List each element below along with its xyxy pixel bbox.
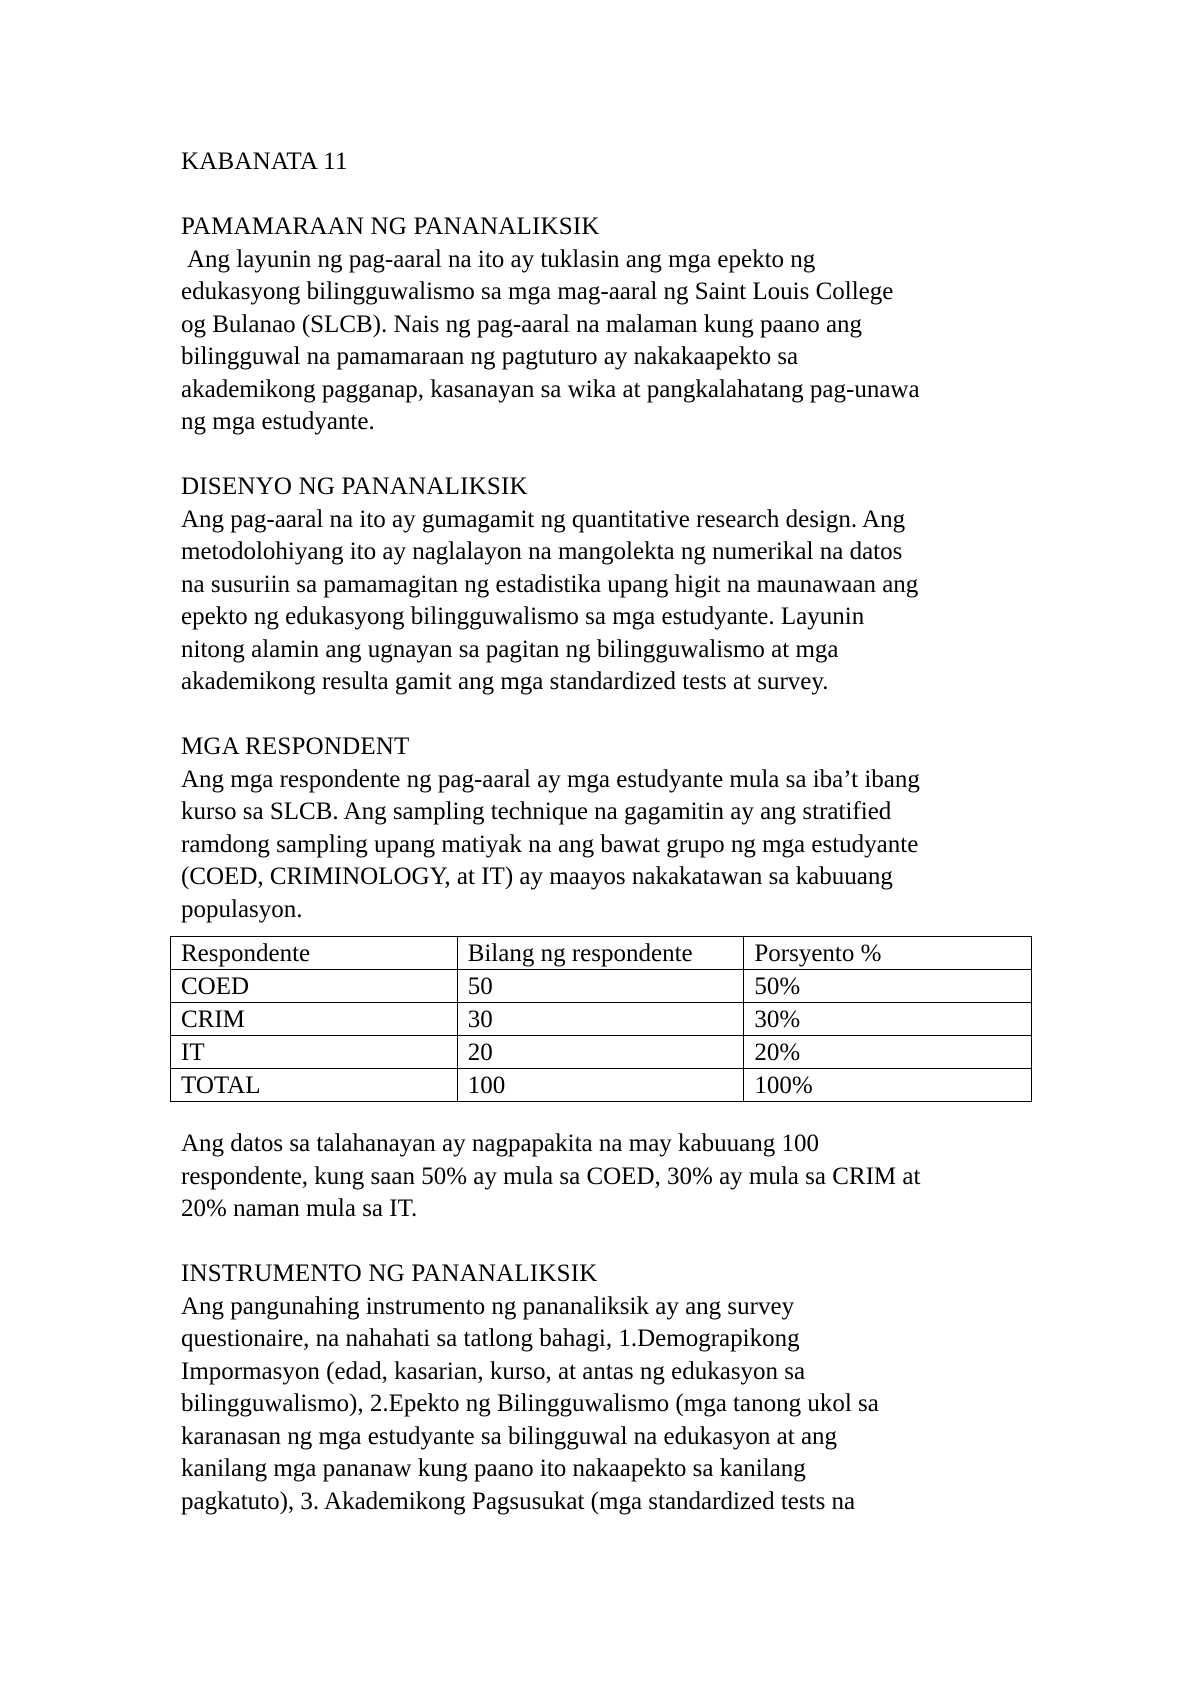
table-cell: 30% [744, 1003, 1032, 1036]
text-line: Ang layunin ng pag-aaral na ito ay tuklasin ang mga epekto ng [187, 245, 816, 273]
text-line: (COED, CRIMINOLOGY, at IT) ay maayos nakakatawan sa kabuuang [181, 863, 893, 890]
table-cell: COED [171, 970, 458, 1003]
spacer [181, 179, 1041, 212]
text-line: respondente, kung saan 50% ay mula sa COED, 30% ay mula sa CRIM at [181, 1162, 921, 1190]
table-row [171, 970, 1032, 1003]
spacer [181, 439, 1041, 472]
text-line: ramdong sampling upang matiyak na ang bawat grupo ng mga estudyante [181, 830, 919, 858]
text-line: Ang mga respondente ng pag-aaral ay mga estudyante mula sa iba’t ibang [181, 765, 920, 793]
table-row [171, 1036, 1032, 1069]
table-cell: 30 [457, 1003, 744, 1036]
section-heading-respondent: MGA RESPONDENT [181, 733, 410, 760]
text-line: og Bulanao (SLCB). Nais ng pag-aaral na malaman kung paano ang [181, 310, 863, 338]
chapter-title: KABANATA 11 [181, 148, 348, 175]
text-line: populasyon. [181, 895, 303, 923]
table-cell: 50 [457, 970, 744, 1003]
text-line: 20% naman mula sa IT. [181, 1195, 418, 1222]
spacer [181, 699, 1041, 732]
table-cell: 50% [744, 970, 1032, 1003]
table-cell: IT [171, 1036, 458, 1069]
table-cell: 100% [744, 1069, 1032, 1102]
table-row [171, 1003, 1032, 1036]
text-line: metodolohiyang ito ay naglalayon na mangolekta ng numerikal na datos [181, 538, 903, 565]
respondent-table [170, 936, 1032, 1102]
text-line: ng mga estudyante. [181, 408, 375, 435]
spacer [181, 1114, 1041, 1128]
table-cell: CRIM [171, 1003, 458, 1036]
table-header-row [171, 937, 1032, 970]
paragraph-respondent [181, 764, 1041, 927]
text-line: edukasyong bilingguwalismo sa mga mag-aaral ng Saint Louis College [181, 278, 894, 305]
text-line: nitong alamin ang ugnayan sa pagitan ng bilingguwalismo at mga [181, 635, 839, 663]
section-heading-disenyo: DISENYO NG PANANALIKSIK [181, 473, 528, 500]
text-line: Ang pangunahing instrumento ng pananaliksik ay ang survey [181, 1292, 795, 1320]
paragraph-disenyo [181, 504, 1041, 699]
text-line: akademikong resulta gamit ang mga standardized tests at survey. [181, 668, 829, 695]
table-header-cell: Respondente [171, 937, 458, 970]
text-line: pagkatuto), 3. Akademikong Pagsusukat (mga standardized tests na [181, 1487, 856, 1515]
text-line: Impormasyon (edad, kasarian, kurso, at antas ng edukasyon sa [181, 1357, 806, 1385]
section-heading-instrumento: INSTRUMENTO NG PANANALIKSIK [181, 1260, 598, 1287]
text-line: karanasan ng mga estudyante sa bilingguwal na edukasyon at ang [181, 1422, 838, 1450]
text-line: bilingguwal na pamamaraan ng pagtuturo ay nakakaapekto sa [181, 343, 799, 370]
text-line: questionaire, na nahahati sa tatlong bahagi, 1.Demograpikong [181, 1325, 800, 1352]
table-header-cell: Bilang ng respondente [457, 937, 744, 970]
paragraph-instrumento [181, 1291, 1041, 1519]
text-line: epekto ng edukasyong bilingguwalismo sa mga estudyante. Layunin [181, 603, 865, 630]
table-total-row [171, 1069, 1032, 1102]
spacer [181, 1226, 1041, 1259]
text-line: na susuriin sa pamamagitan ng estadistika upang higit na maunawaan ang [181, 570, 919, 598]
table-cell: 20% [744, 1036, 1032, 1069]
paragraph-table-summary [181, 1128, 1041, 1226]
document-body [181, 146, 1041, 1518]
text-line: bilingguwalismo), 2.Epekto ng Bilingguwalismo (mga tanong ukol sa [181, 1390, 879, 1417]
text-line: kurso sa SLCB. Ang sampling technique na gagamitin ay ang stratified [181, 798, 892, 825]
table-cell: 100 [457, 1069, 744, 1102]
paragraph-pamamaraan [181, 244, 1041, 439]
table-cell: TOTAL [171, 1069, 458, 1102]
text-line: Ang datos sa talahanayan ay nagpapakita na may kabuuang 100 [181, 1130, 819, 1157]
table-cell: 20 [457, 1036, 744, 1069]
text-line: akademikong pagganap, kasanayan sa wika at pangkalahatang pag-unawa [181, 375, 920, 403]
section-heading-pamamaraan: PAMAMARAAN NG PANANALIKSIK [181, 213, 600, 240]
text-line: Ang pag-aaral na ito ay gumagamit ng quantitative research design. Ang [181, 505, 906, 533]
text-line: kanilang mga pananaw kung paano ito nakaapekto sa kanilang [181, 1455, 806, 1482]
table-header-cell: Porsyento % [744, 937, 1032, 970]
